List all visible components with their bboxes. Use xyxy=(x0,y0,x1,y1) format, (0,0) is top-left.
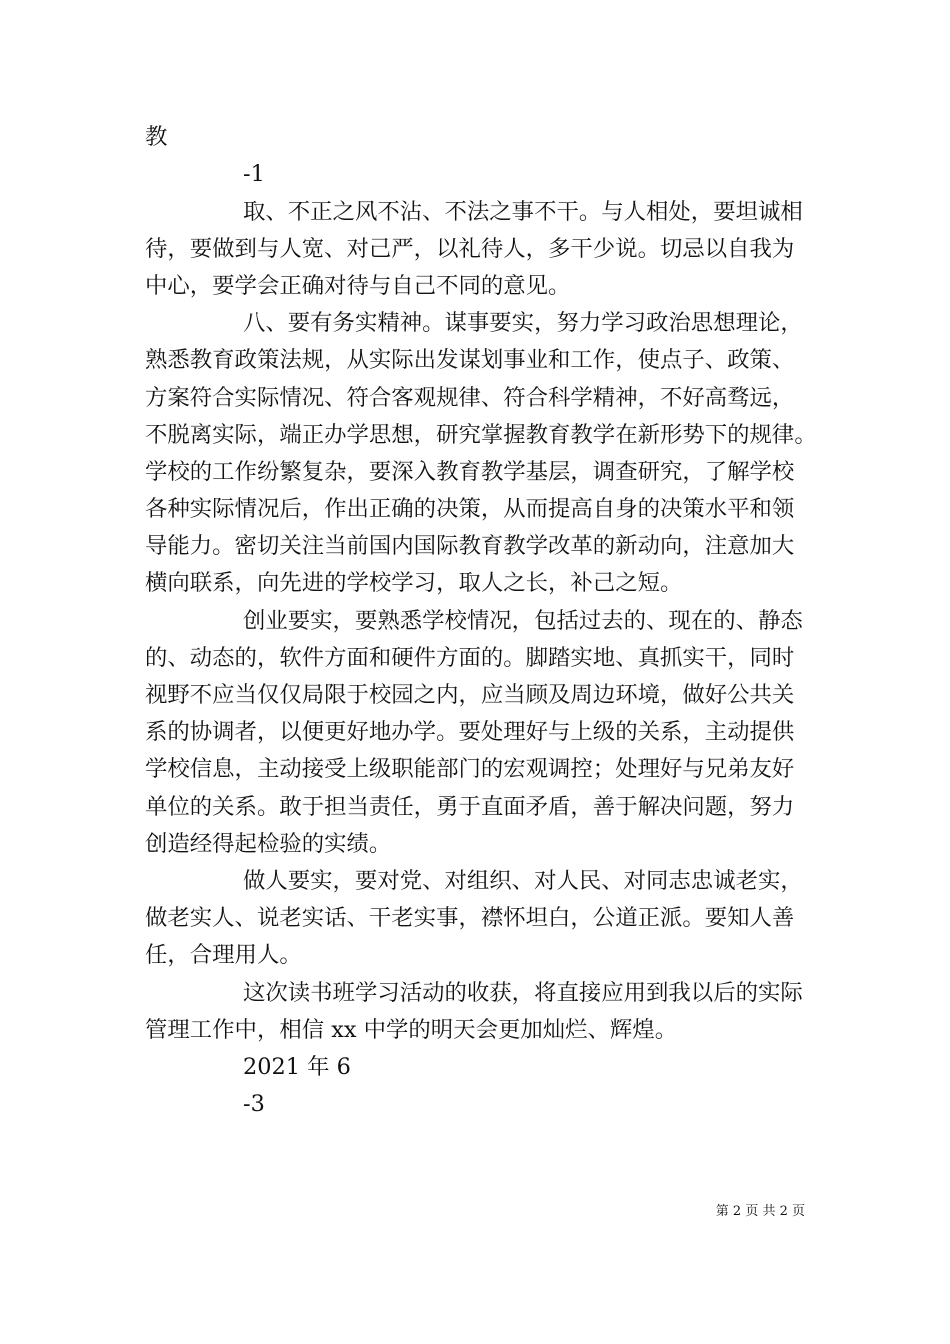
date-line: 2021 年 6 xyxy=(243,1054,351,1080)
paragraph-line: 方案符合实际情况、符合客观规律、符合科学精神，不好高骛远， xyxy=(145,385,795,411)
paragraph-line: 不脱离实际，端正办学思想，研究掌握教育教学在新形势下的规律。 xyxy=(145,422,817,448)
paragraph-line: 学校的工作纷繁复杂，要深入教育教学基层，调查研究，了解学校 xyxy=(145,459,795,485)
paragraph-line: 横向联系，向先进的学校学习，取人之长，补己之短。 xyxy=(145,570,683,596)
paragraph-line: 各种实际情况后，作出正确的决策，从而提高自身的决策水平和领 xyxy=(145,496,795,522)
paragraph-line: 中心，要学会正确对待与自己不同的意见。 xyxy=(145,273,571,299)
paragraph-line: 单位的关系。敢于担当责任，勇于直面矛盾，善于解决问题，努力 xyxy=(145,794,795,820)
page-number-footer: 第 2 页 共 2 页 xyxy=(715,1204,805,1219)
paragraph-line: 创造经得起检验的实绩。 xyxy=(145,831,392,857)
paragraph-line: 待，要做到与人宽、对己严，以礼待人，多干少说。切忌以自我为 xyxy=(145,236,795,262)
paragraph-line: 熟悉教育政策法规，从实际出发谋划事业和工作，使点子、政策、 xyxy=(145,347,795,373)
paragraph-line: 管理工作中，相信 xx 中学的明天会更加灿烂、辉煌。 xyxy=(145,1017,678,1043)
paragraph-line: 创业要实，要熟悉学校情况，包括过去的、现在的、静态 xyxy=(243,608,803,634)
text-line: 教 xyxy=(145,124,168,150)
paragraph-line: 取、不正之风不沾、不法之事不干。与人相处，要坦诚相 xyxy=(243,199,803,225)
paragraph-line: 这次读书班学习活动的收获，将直接应用到我以后的实际 xyxy=(243,980,803,1006)
paragraph-line: 导能力。密切关注当前国内国际教育教学改革的新动向，注意加大 xyxy=(145,533,795,559)
paragraph-line: 系的协调者，以便更好地办学。要处理好与上级的关系，主动提供 xyxy=(145,719,795,745)
paragraph-line: 做老实人、说老实话、干老实事，襟怀坦白，公道正派。要知人善 xyxy=(145,905,795,931)
paragraph-line: 任，合理用人。 xyxy=(145,942,302,968)
paragraph-line: 视野不应当仅仅局限于校园之内，应当顾及周边环境，做好公共关 xyxy=(145,682,795,708)
paragraph-line: 的、动态的，软件方面和硬件方面的。脚踏实地、真抓实干，同时 xyxy=(145,645,795,671)
text-line: -1 xyxy=(243,161,265,187)
paragraph-line: 做人要实，要对党、对组织、对人民、对同志忠诚老实， xyxy=(243,868,803,894)
paragraph-line: 八、要有务实精神。谋事要实，努力学习政治思想理论， xyxy=(243,310,803,336)
paragraph-line: 学校信息，主动接受上级职能部门的宏观调控；处理好与兄弟友好 xyxy=(145,756,795,782)
date-line: -3 xyxy=(243,1091,265,1117)
